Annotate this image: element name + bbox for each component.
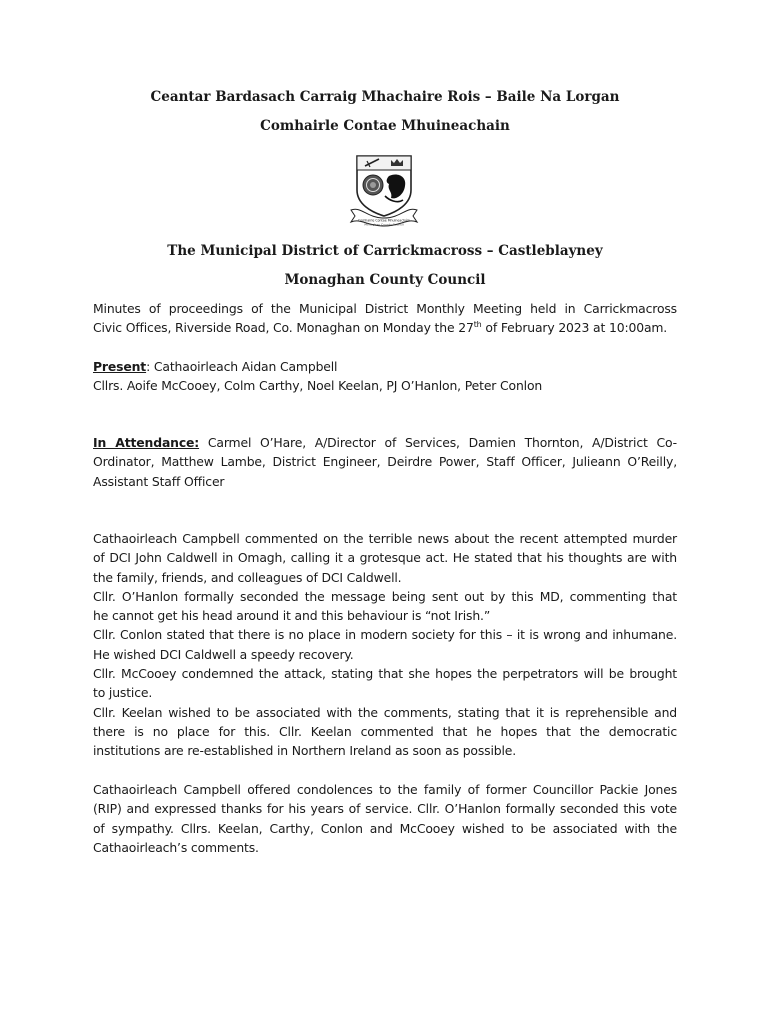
- english-district-title: The Municipal District of Carrickmacross – Castleblayney: [167, 243, 603, 259]
- body1-line: Cathaoirleach Campbell commented on the terrible news about the recent attempted murder: [93, 531, 677, 546]
- attendance-label: In Attendance:: [93, 435, 200, 450]
- coat-of-arms-icon: [347, 152, 421, 228]
- english-council-title: Monaghan County Council: [284, 272, 486, 288]
- body1-line: He wished DCI Caldwell a speedy recovery.: [93, 646, 354, 662]
- intro-line-1: Minutes of proceedings of the Municipal District Monthly Meeting held in Carrickmacross: [93, 301, 677, 316]
- present-label: Present: [93, 359, 147, 374]
- present-line-2: Cllrs. Aoife McCooey, Colm Carthy, Noel Keelan, PJ O’Hanlon, Peter Conlon: [93, 378, 543, 394]
- attendance-line-3: Assistant Staff Officer: [93, 473, 225, 489]
- body1-line: of DCI John Caldwell in Omagh, calling it a grotesque act. He stated that his thoughts are with: [93, 550, 677, 566]
- body2-line: Cathaoirleach’s comments.: [93, 839, 259, 855]
- intro-line-2-end: of February 2023 at 10:00am.: [481, 320, 668, 336]
- attendance-line-1-text: Carmel O’Hare, A/Director of Services, Damien Thornton, A/District Co-: [199, 435, 677, 450]
- present-line-1: [93, 357, 677, 376]
- attendance-line-1: [93, 433, 677, 452]
- ordinal-suffix: th: [473, 320, 482, 330]
- body1-line: the family, friends, and colleagues of DCI Caldwell.: [93, 569, 402, 585]
- body2-line: of sympathy. Cllrs. Keelan, Carthy, Conlon and McCooey wished to be associated with the: [93, 820, 677, 836]
- intro-line-2-text: Civic Offices, Riverside Road, Co. Monaghan on Monday the 27: [93, 320, 474, 336]
- crest-text-1: Comhairle Contae Mhuineacháin: [358, 218, 410, 223]
- body1-line: Cllr. McCooey condemned the attack, stating that she hopes the perpetrators will be brought: [93, 666, 677, 682]
- present-section: [93, 357, 677, 396]
- attendance-section: [93, 433, 677, 491]
- condolence-paragraph: [93, 780, 677, 857]
- body1-line: Cllr. Keelan wished to be associated with the comments, stating that it is reprehensible and: [93, 704, 677, 720]
- body1-line: institutions are re-established in Northern Ireland as soon as possible.: [93, 743, 517, 759]
- body1-line: Cllr. Conlon stated that there is no place in modern society for this – it is wrong and inhumane.: [93, 627, 677, 643]
- condemnation-paragraph: [93, 529, 677, 761]
- present-chair: : Cathaoirleach Aidan Campbell: [146, 359, 338, 374]
- intro-line-2: [93, 318, 677, 337]
- irish-district-title: Ceantar Bardasach Carraig Mhachaire Rois – Baile Na Lorgan: [150, 89, 620, 105]
- body1-line: there is no place for this. Cllr. Keelan commented that he hopes that the democratic: [93, 723, 677, 739]
- crest-text-2: Monaghan County Council: [364, 222, 404, 227]
- body2-line: (RIP) and expressed thanks for his years of service. Cllr. O’Hanlon formally seconded this vote: [93, 801, 677, 817]
- body2-line: Cathaoirleach Campbell offered condolences to the family of former Councillor Packie Jones: [93, 782, 677, 797]
- body1-line: to justice.: [93, 685, 153, 701]
- irish-council-title: Comhairle Contae Mhuineachain: [260, 118, 510, 134]
- attendance-line-2: Ordinator, Matthew Lambe, District Engineer, Deirdre Power, Staff Officer, Julieann O’Reilly,: [93, 454, 677, 470]
- body1-line: Cllr. O’Hanlon formally seconded the message being sent out by this MD, commenting that: [93, 588, 677, 604]
- intro-paragraph: [93, 299, 677, 338]
- body1-line: he cannot get his head around it and this behaviour is “not Irish.”: [93, 608, 491, 624]
